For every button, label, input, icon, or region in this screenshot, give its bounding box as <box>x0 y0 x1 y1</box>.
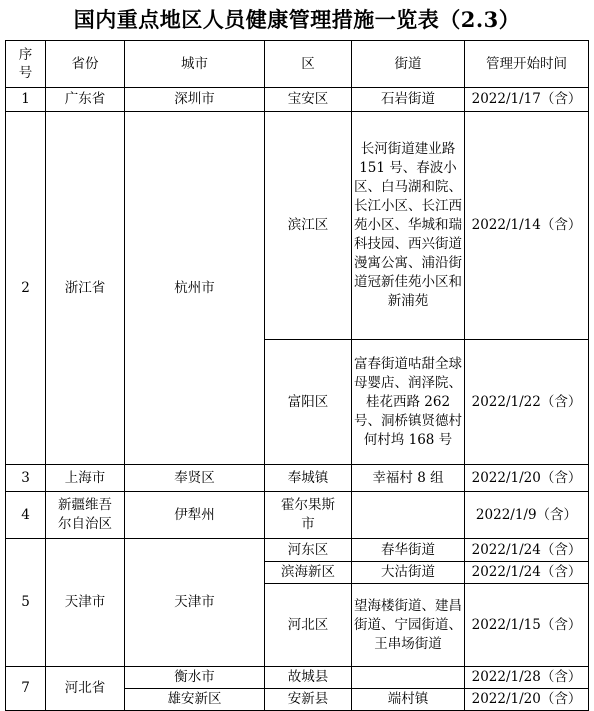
cell-district: 滨海新区 <box>265 562 352 584</box>
cell-street: 端村镇 <box>352 689 465 711</box>
cell-city: 奉贤区 <box>125 465 265 492</box>
header-street: 街道 <box>352 41 465 88</box>
cell-district: 故城县 <box>265 667 352 689</box>
table-row <box>6 112 589 340</box>
cell-district: 河东区 <box>265 539 352 562</box>
cell-start-time: 2022/1/17（含） <box>465 88 589 112</box>
header-start-time: 管理开始时间 <box>465 41 589 88</box>
cell-start-time: 2022/1/22（含） <box>465 340 589 465</box>
health-management-table <box>5 40 589 711</box>
cell-province: 浙江省 <box>46 112 125 465</box>
cell-seq: 3 <box>6 465 46 492</box>
cell-start-time: 2022/1/9（含） <box>465 492 589 539</box>
cell-district: 宝安区 <box>265 88 352 112</box>
cell-start-time: 2022/1/20（含） <box>465 689 589 711</box>
cell-city: 雄安新区 <box>125 689 265 711</box>
cell-province: 河北省 <box>46 667 125 711</box>
cell-province: 新疆维吾尔自治区 <box>46 492 125 539</box>
header-district: 区 <box>265 41 352 88</box>
cell-district: 富阳区 <box>265 340 352 465</box>
cell-district: 河北区 <box>265 584 352 667</box>
cell-start-time: 2022/1/14（含） <box>465 112 589 340</box>
cell-street: 幸福村 8 组 <box>352 465 465 492</box>
cell-street: 望海楼街道、建昌街道、宁园街道、王串场街道 <box>352 584 465 667</box>
table-row <box>6 88 589 112</box>
header-province: 省份 <box>46 41 125 88</box>
table-row <box>6 667 589 689</box>
header-city: 城市 <box>125 41 265 88</box>
cell-province: 广东省 <box>46 88 125 112</box>
cell-seq: 7 <box>6 667 46 711</box>
cell-city: 伊犁州 <box>125 492 265 539</box>
cell-start-time: 2022/1/24（含） <box>465 539 589 562</box>
cell-street: 春华街道 <box>352 539 465 562</box>
cell-province: 上海市 <box>46 465 125 492</box>
cell-street <box>352 667 465 689</box>
cell-seq: 2 <box>6 112 46 465</box>
cell-street: 长河街道建业路 151 号、春波小区、白马湖和院、长江小区、长江西苑小区、华城和瑞科技园、西兴街道漫寓公寓、浦沿街道冠新佳苑小区和新浦苑 <box>352 112 465 340</box>
cell-street <box>352 492 465 539</box>
cell-city: 天津市 <box>125 539 265 667</box>
cell-city: 衡水市 <box>125 667 265 689</box>
cell-seq: 4 <box>6 492 46 539</box>
cell-city: 杭州市 <box>125 112 265 465</box>
cell-district: 滨江区 <box>265 112 352 340</box>
cell-district: 安新县 <box>265 689 352 711</box>
cell-start-time: 2022/1/15（含） <box>465 584 589 667</box>
cell-seq: 1 <box>6 88 46 112</box>
page-title: 国内重点地区人员健康管理措施一览表（2.3） <box>73 7 521 32</box>
cell-street: 富春街道咕甜全球母婴店、润泽院、桂花西路 262 号、洞桥镇贤德村何村坞 168 号 <box>352 340 465 465</box>
table-row <box>6 492 589 539</box>
cell-city: 深圳市 <box>125 88 265 112</box>
cell-district: 霍尔果斯市 <box>265 492 352 539</box>
cell-province: 天津市 <box>46 539 125 667</box>
table-row <box>6 465 589 492</box>
cell-start-time: 2022/1/24（含） <box>465 562 589 584</box>
cell-street: 大沽街道 <box>352 562 465 584</box>
table-row <box>6 539 589 562</box>
cell-street: 石岩街道 <box>352 88 465 112</box>
cell-district: 奉城镇 <box>265 465 352 492</box>
header-row <box>6 41 589 88</box>
header-seq: 序号 <box>6 41 46 88</box>
cell-seq: 5 <box>6 539 46 667</box>
cell-start-time: 2022/1/20（含） <box>465 465 589 492</box>
cell-start-time: 2022/1/28（含） <box>465 667 589 689</box>
